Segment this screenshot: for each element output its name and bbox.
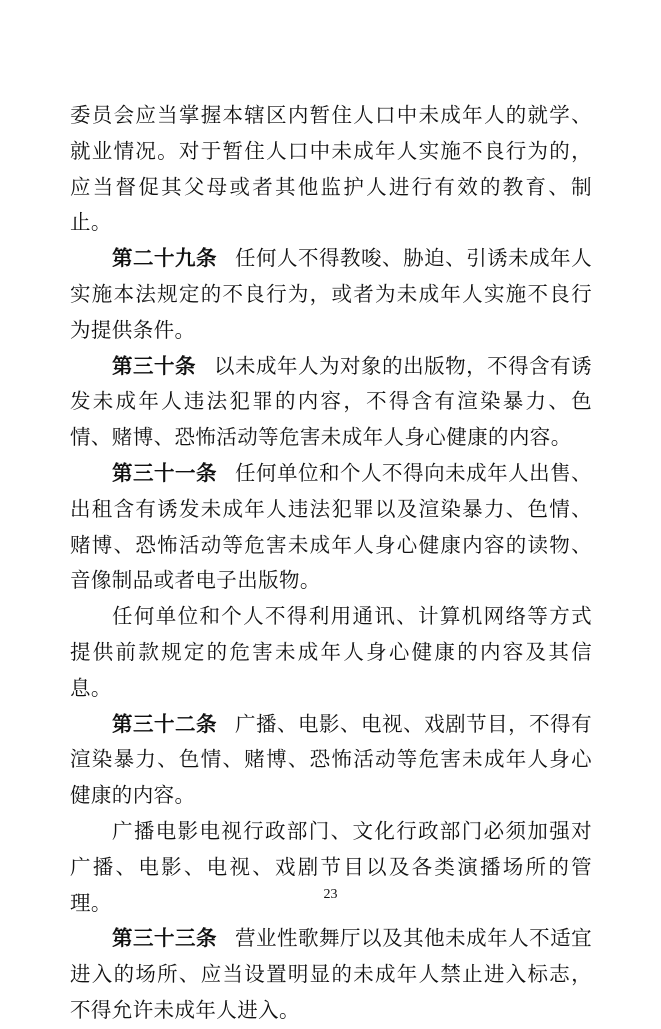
article-number: 第三十一条 (112, 460, 218, 485)
article-text: 以未成年人为对象的出版物，不得含有诱发未成年人违法犯罪的内容，不得含有渲染暴力、色情、赌博、恐怖活动等危害未成年人身心健康的内容。 (70, 353, 593, 450)
article-text: 任何人不得教唆、胁迫、引诱未成年人实施本法规定的不良行为，或者为未成年人实施不良行为提供条件。 (70, 246, 592, 342)
paragraph-text: 广播电影电视行政部门、文化行政部门必须加强对广播、电影、电视、戏剧节目以及各类演播场所的管理。 (70, 818, 592, 915)
article-32-paragraph-2 (70, 814, 592, 921)
article-number: 第二十九条 (112, 246, 218, 271)
article-number: 第三十三条 (112, 926, 218, 951)
article-31-paragraph-2 (70, 599, 592, 706)
article-32 (70, 707, 592, 814)
article-31 (70, 456, 592, 599)
article-text: 广播、电影、电视、戏剧节目，不得有渲染暴力、色情、赌博、恐怖活动等危害未成年人身心健康的内容。 (70, 711, 592, 808)
article-text: 任何单位和个人不得向未成年人出售、出租含有诱发未成年人违法犯罪以及渲染暴力、色情、赌博、恐怖活动等危害未成年人身心健康内容的读物、音像制品或者电子出版物。 (70, 460, 592, 593)
article-33 (70, 921, 592, 1028)
article-number: 第三十条 (112, 353, 197, 378)
paragraph-text: 任何单位和个人不得利用通讯、计算机网络等方式提供前款规定的危害未成年人身心健康的内容及其信息。 (70, 604, 592, 700)
article-number: 第三十二条 (112, 711, 218, 736)
article-30 (70, 349, 592, 456)
paragraph-continuation (70, 98, 592, 241)
paragraph-text: 委员会应当掌握本辖区内暂住人口中未成年人的就学、就业情况。对于暂住人口中未成年人实施不良行为的，应当督促其父母或者其他监护人进行有效的教育、制止。 (70, 103, 592, 235)
article-text: 营业性歌舞厅以及其他未成年人不适宜进入的场所、应当设置明显的未成年人禁止进入标志，不得允许未成年人进入。 (70, 926, 592, 1022)
article-29 (70, 241, 592, 348)
page-number: 23 (323, 887, 338, 902)
